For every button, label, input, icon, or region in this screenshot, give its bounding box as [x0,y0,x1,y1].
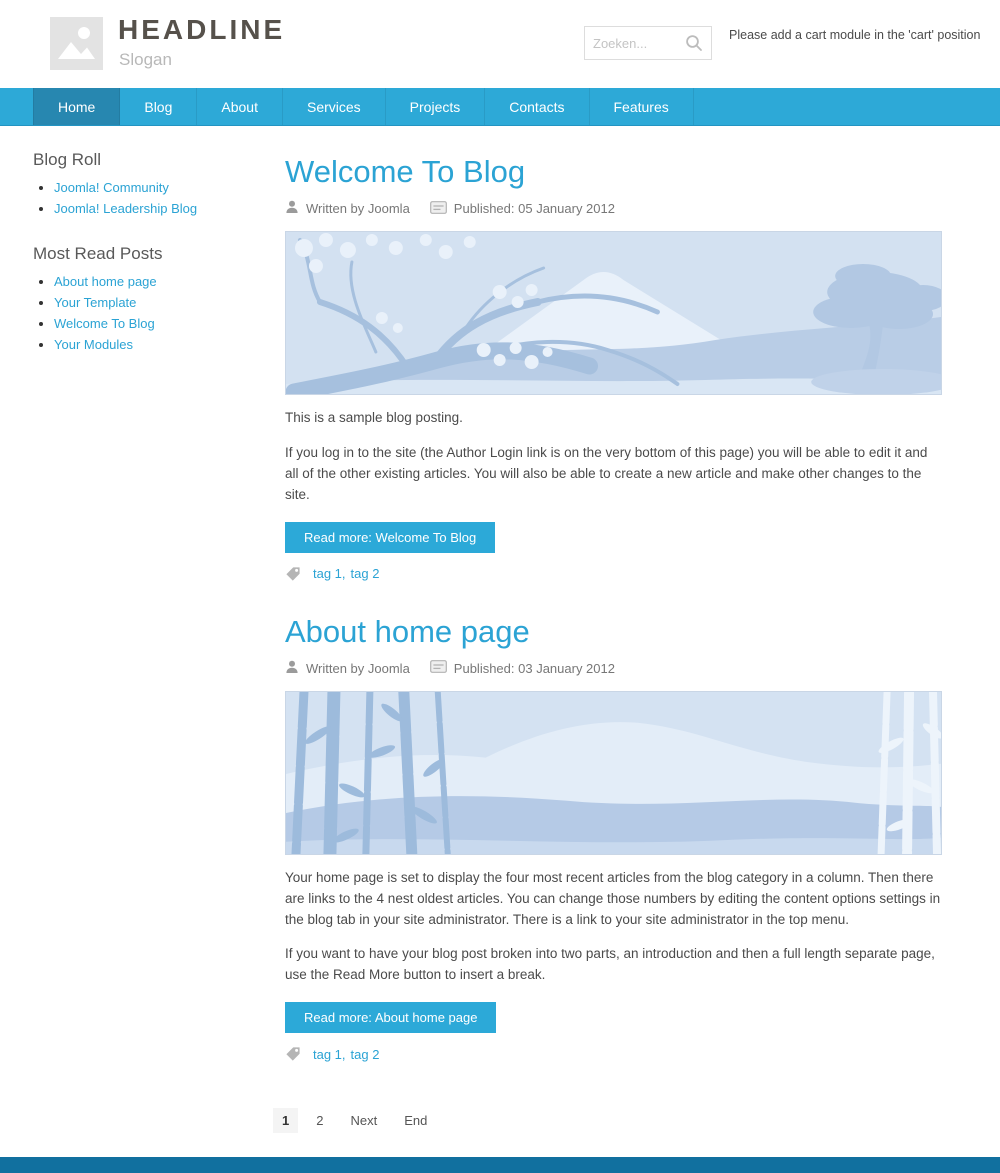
author-label: Written by Joomla [306,660,410,676]
tag-link-tag2[interactable]: tag 2 [350,1046,380,1062]
list-item [54,274,285,289]
author-label: Written by Joomla [306,201,410,216]
search-input[interactable] [593,36,681,51]
site-title: HEADLINE [118,14,286,45]
cart-module-notice: Please add a cart module in the 'cart' position [729,28,981,42]
sidebar-link-your-template[interactable]: Your Template [54,295,137,310]
nav-item-services[interactable]: Services [283,88,386,125]
footer-bar [0,1157,1000,1173]
published-label: Published: 05 January 2012 [453,201,615,216]
list-item [54,337,285,352]
author-icon [285,660,299,677]
article-tags [285,1046,942,1062]
blog-article-welcome-to-blog [285,154,942,582]
article-paragraph: If you log in to the site (the Author Login link is on the very bottom of this page) you will be able to edit it and all of the other existing articles. You will also be able to create a new article and make other changes to the site. [285,444,928,502]
content-layout [0,126,1000,1173]
site-header [0,0,1000,88]
main-content [282,148,942,1173]
pagination-next[interactable]: Next [350,1113,378,1129]
pagination-end[interactable]: End [404,1113,428,1129]
pagination-page-2[interactable]: 2 [316,1113,324,1129]
tag-icon [285,1046,301,1062]
published-label: Published: 03 January 2012 [453,660,615,676]
most-read-list [33,274,285,352]
calendar-icon [430,201,447,217]
nav-item-features[interactable]: Features [590,88,694,125]
article-image-bamboo-mountain [285,691,942,855]
main-navigation [0,88,1000,126]
article-meta [285,660,942,677]
nav-item-about[interactable]: About [197,88,283,125]
logo-image-placeholder[interactable] [50,17,103,70]
sidebar-heading-most-read: Most Read Posts [33,244,163,263]
tag-icon [285,566,301,582]
blog-roll-list [33,180,285,216]
article-paragraph: If you want to have your blog post broken into two parts, an introduction and then a full length separate page, use the Read More button to insert a break. [285,946,935,983]
read-more-button-welcome-to-blog[interactable]: Read more: Welcome To Blog [285,522,495,553]
nav-item-contacts[interactable]: Contacts [485,88,589,125]
list-item [54,180,285,195]
article-paragraph: This is a sample blog posting. [285,410,463,425]
calendar-icon [430,660,447,676]
tag-link-tag1[interactable]: tag 1 [313,1046,342,1062]
blog-article-about-home-page [285,614,942,1063]
article-paragraph: Your home page is set to display the four most recent articles from the blog category in a column. Then there are links to the 4 nest oldest articles. You can change those numbers by editing the content options settings in the blog tab in your site administrator. There is a link to your site administrator in the top menu. [285,869,941,927]
tag-link-tag2[interactable]: tag 2 [350,566,380,582]
article-title: About home page [285,613,530,649]
picture-icon [50,17,103,70]
sidebar-heading-blog-roll: Blog Roll [33,150,102,169]
article-meta [285,200,942,217]
sidebar-link-joomla-community[interactable]: Joomla! Community [54,180,169,195]
pagination-page-1[interactable]: 1 [273,1108,298,1133]
sidebar-link-joomla-leadership-blog[interactable]: Joomla! Leadership Blog [54,201,198,216]
author-icon [285,200,299,217]
list-item [54,295,285,310]
nav-item-projects[interactable]: Projects [386,88,486,125]
sidebar-link-about-home-page[interactable]: About home page [54,274,157,289]
article-tags [285,566,942,582]
search-box [584,26,712,60]
nav-item-blog[interactable]: Blog [120,88,197,125]
site-slogan: Slogan [119,50,172,69]
tag-separator: , [341,566,346,582]
list-item [54,201,285,216]
tag-separator: , [341,1046,346,1062]
sidebar-link-your-modules[interactable]: Your Modules [54,337,134,352]
search-icon[interactable] [685,34,703,52]
read-more-button-about-home-page[interactable]: Read more: About home page [285,1002,496,1033]
article-image-fuji-cherry-blossom [285,231,942,395]
article-title: Welcome To Blog [285,154,526,189]
list-item [54,316,285,331]
tag-link-tag1[interactable]: tag 1 [313,566,342,582]
sidebar-link-welcome-to-blog[interactable]: Welcome To Blog [54,316,155,331]
nav-item-home[interactable]: Home [33,88,120,125]
sidebar [33,148,285,1173]
